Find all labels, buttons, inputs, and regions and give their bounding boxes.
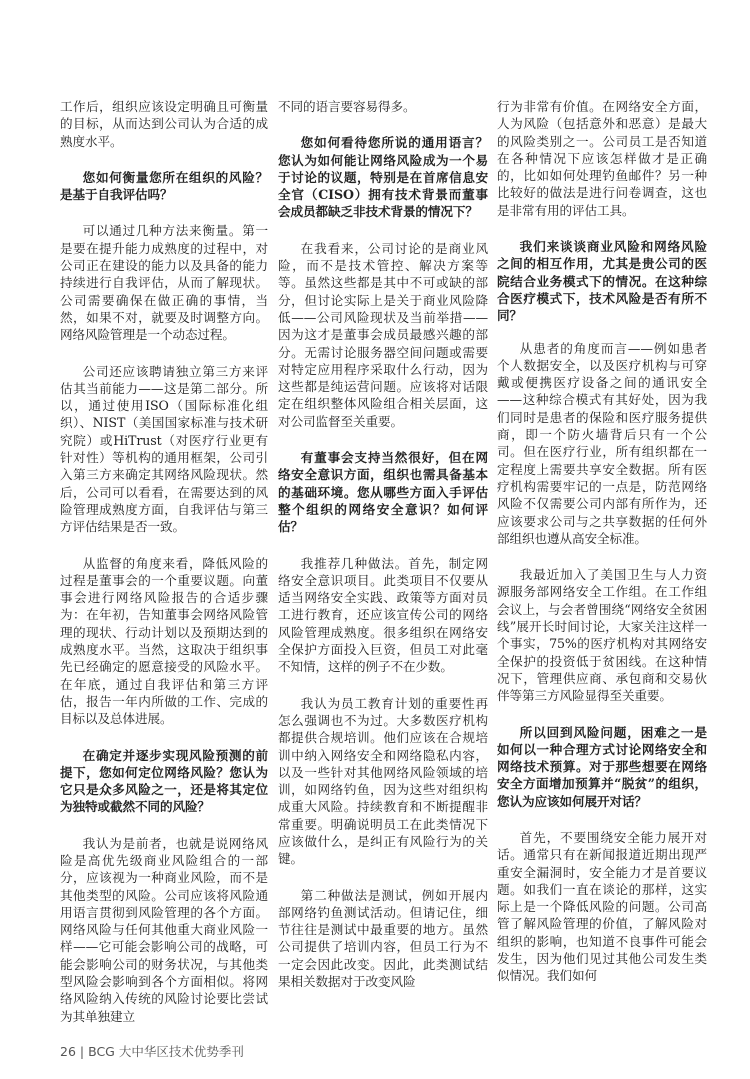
paragraph: 公司还应该聘请独立第三方来评估其当前能力——这是第二部分。所以，通过使用ISO（国际标准化组织）、NIST（美国国家标准与技术研究院）或HiTrust（对医疗行业更有针对性）等机构的通用框架，公司引入第三方来确定其网络风险现状。然后，公司可以看看，在需要达到的风险管理成熟度方面，自我评估与第三方评估结果是否一致。 xyxy=(60,363,268,535)
interview-question: 所以回到风险问题，困难之一是如何以一种合理方式讨论网络安全和网络技术预算。对于那些想要在网络安全方面增加预算并“脱贫”的组织，您认为应该如何展开对话？ xyxy=(497,724,707,809)
page-footer xyxy=(60,1042,244,1060)
interview-question: 我们来谈谈商业风险和网络风险之间的相互作用，尤其是贵公司的医院结合业务模式下的情况。在这种综合医疗模式下，技术风险是否有所不同？ xyxy=(497,239,707,324)
text-column-2 xyxy=(278,98,488,990)
page-number: 26 xyxy=(60,1044,76,1059)
paragraph: 第二种做法是测试，例如开展内部网络钓鱼测试活动。但请记住，细节往往是测试中最重要的地方。虽然公司提供了培训内容，但员工行为不一定会因此改变。因此，此类测试结果相关数据对于改变风险 xyxy=(278,887,488,990)
paragraph: 我认为是前者，也就是说网络风险是高优先级商业风险组合的一部分，应该视为一种商业风险，而不是其他类型的风险。公司应该将风险通用语言贯彻到风险管理的各个方面。网络风险与任何其他重大商业风险一样——它可能会影响公司的战略，可能会影响公司的财务状况，与其他类型风险会影响到各个方面相似。将网络风险纳入传统的风险讨论要比尝试为其单独建立 xyxy=(60,835,268,1024)
paragraph: 我推荐几种做法。首先，制定网络安全意识项目。此类项目不仅要从适当网络安全实践、政策等方面对员工进行教育，还应该宣传公司的网络风险管理成熟度。很多组织在网络安全保护方面投入巨资，但员工对此毫不知情，这样的例子不在少数。 xyxy=(278,555,488,675)
paragraph: 可以通过几种方法来衡量。第一是要在提升能力成熟度的过程中，对公司正在建设的能力以及具备的能力持续进行自我评估，从而了解现状。公司需要确保在做正确的事情，当然，如果不对，就要及时调整方向。网络风险管理是一个动态过程。 xyxy=(60,223,268,343)
interview-question: 有董事会支持当然很好，但在网络安全意识方面，组织也需具备基本的基础环境。您从哪些方面入手评估整个组织的网络安全意识？如何评估？ xyxy=(278,450,488,535)
paragraph: 从监督的角度来看，降低风险的过程是董事会的一个重要议题。向董事会进行网络风险报告的合适步骤为：在年初，告知董事会网络风险管理的现状、行动计划以及预期达到的成熟度水平。当然，这取决于组织事先已经确定的愿意接受的风险水平。在年底，通过自我评估和第三方评估，报告一年内所做的工作、完成的目标以及总体进展。 xyxy=(60,555,268,727)
publication-title: BCG 大中华区技术优势季刊 xyxy=(88,1044,244,1059)
paragraph: 工作后，组织应该设定明确且可衡量的目标，从而达到公司认为合适的成熟度水平。 xyxy=(60,99,268,149)
text-column-1 xyxy=(60,98,268,1025)
paragraph: 在我看来，公司讨论的是商业风险，而不是技术管控、解决方案等等。虽然这些都是其中不可或缺的部分，但讨论实际上是关于商业风险降低——公司风险现状及当前举措——因为这才是董事会成员最感兴趣的部分。无需讨论服务器空间问题或需要对特定应用程序采取什么行动，因为这些都是纯运营问题。应该将对话限定在组织整体风险组合相关层面，这对公司监督至关重要。 xyxy=(278,240,488,429)
paragraph: 我认为员工教育计划的重要性再怎么强调也不为过。大多数医疗机构都提供合规培训。他们应该在合规培训中纳入网络安全和网络隐私内容，以及一些针对其他网络风险领域的培训，如网络钓鱼，因为这些对组织构成重大风险。持续教育和不断提醒非常重要。明确说明员工在此类情况下应该做什么，是纠正有风险行为的关键。 xyxy=(278,695,488,867)
paragraph: 我最近加入了美国卫生与人力资源服务部网络安全工作组。在工作组会议上，与会者曾围绕“网络安全贫困线”展开长时间讨论，大家关注这样一个事实，75%的医疗机构对其网络安全保护的投资低于贫困线。在这种情况下，管理供应商、承包商和交易伙伴等第三方风险显得至关重要。 xyxy=(497,567,707,704)
footer-separator: | xyxy=(79,1044,85,1059)
paragraph: 首先，不要围绕安全能力展开对话。通常只有在新闻报道近期出现严重安全漏洞时，安全能力才是首要议题。如我们一直在谈论的那样，这实际上是一个降低风险的问题。公司高管了解风险管理的价值，了解风险对组织的影响，也知道不良事件可能会发生，因为他们见过其他公司发生类似情况。我们如何 xyxy=(497,829,707,984)
paragraph: 行为非常有价值。在网络安全方面，人为风险（包括意外和恶意）是最大的风险类别之一。公司员工是否知道在各种情况下应该怎样做才是正确的，比如如何处理钓鱼邮件？另一种比较好的做法是进行问卷调查，这也是非常有用的评估工具。 xyxy=(497,99,707,218)
interview-question: 您如何看待您所说的通用语言？您认为如何能让网络风险成为一个易于讨论的议题，特别是在首席信息安全官（CISO）拥有技术背景而董事会成员都缺乏非技术背景的情况下？ xyxy=(278,135,488,220)
interview-question: 您如何衡量您所在组织的风险？是基于自我评估吗？ xyxy=(60,169,268,203)
paragraph: 不同的语言要容易得多。 xyxy=(278,99,416,114)
text-column-3 xyxy=(497,98,707,985)
interview-question: 在确定并逐步实现风险预测的前提下，您如何定位网络风险？您认为它只是众多风险之一，还是将其定位为独特或截然不同的风险？ xyxy=(60,747,268,815)
paragraph: 从患者的角度而言——例如患者个人数据安全，以及医疗机构与可穿戴或便携医疗设备之间的通讯安全——这种综合模式有其好处，因为我们同时是患者的保险和医疗服务提供商，即一个防火墙背后只有一个公司。但在医疗行业，所有组织都在一定程度上需要共享安全数据。所有医疗机构需要牢记的一点是，防范网络风险不仅需要公司内部有所作为，还应该要求公司与之共享数据的任何外部组织也遵从高安全标准。 xyxy=(497,340,707,546)
